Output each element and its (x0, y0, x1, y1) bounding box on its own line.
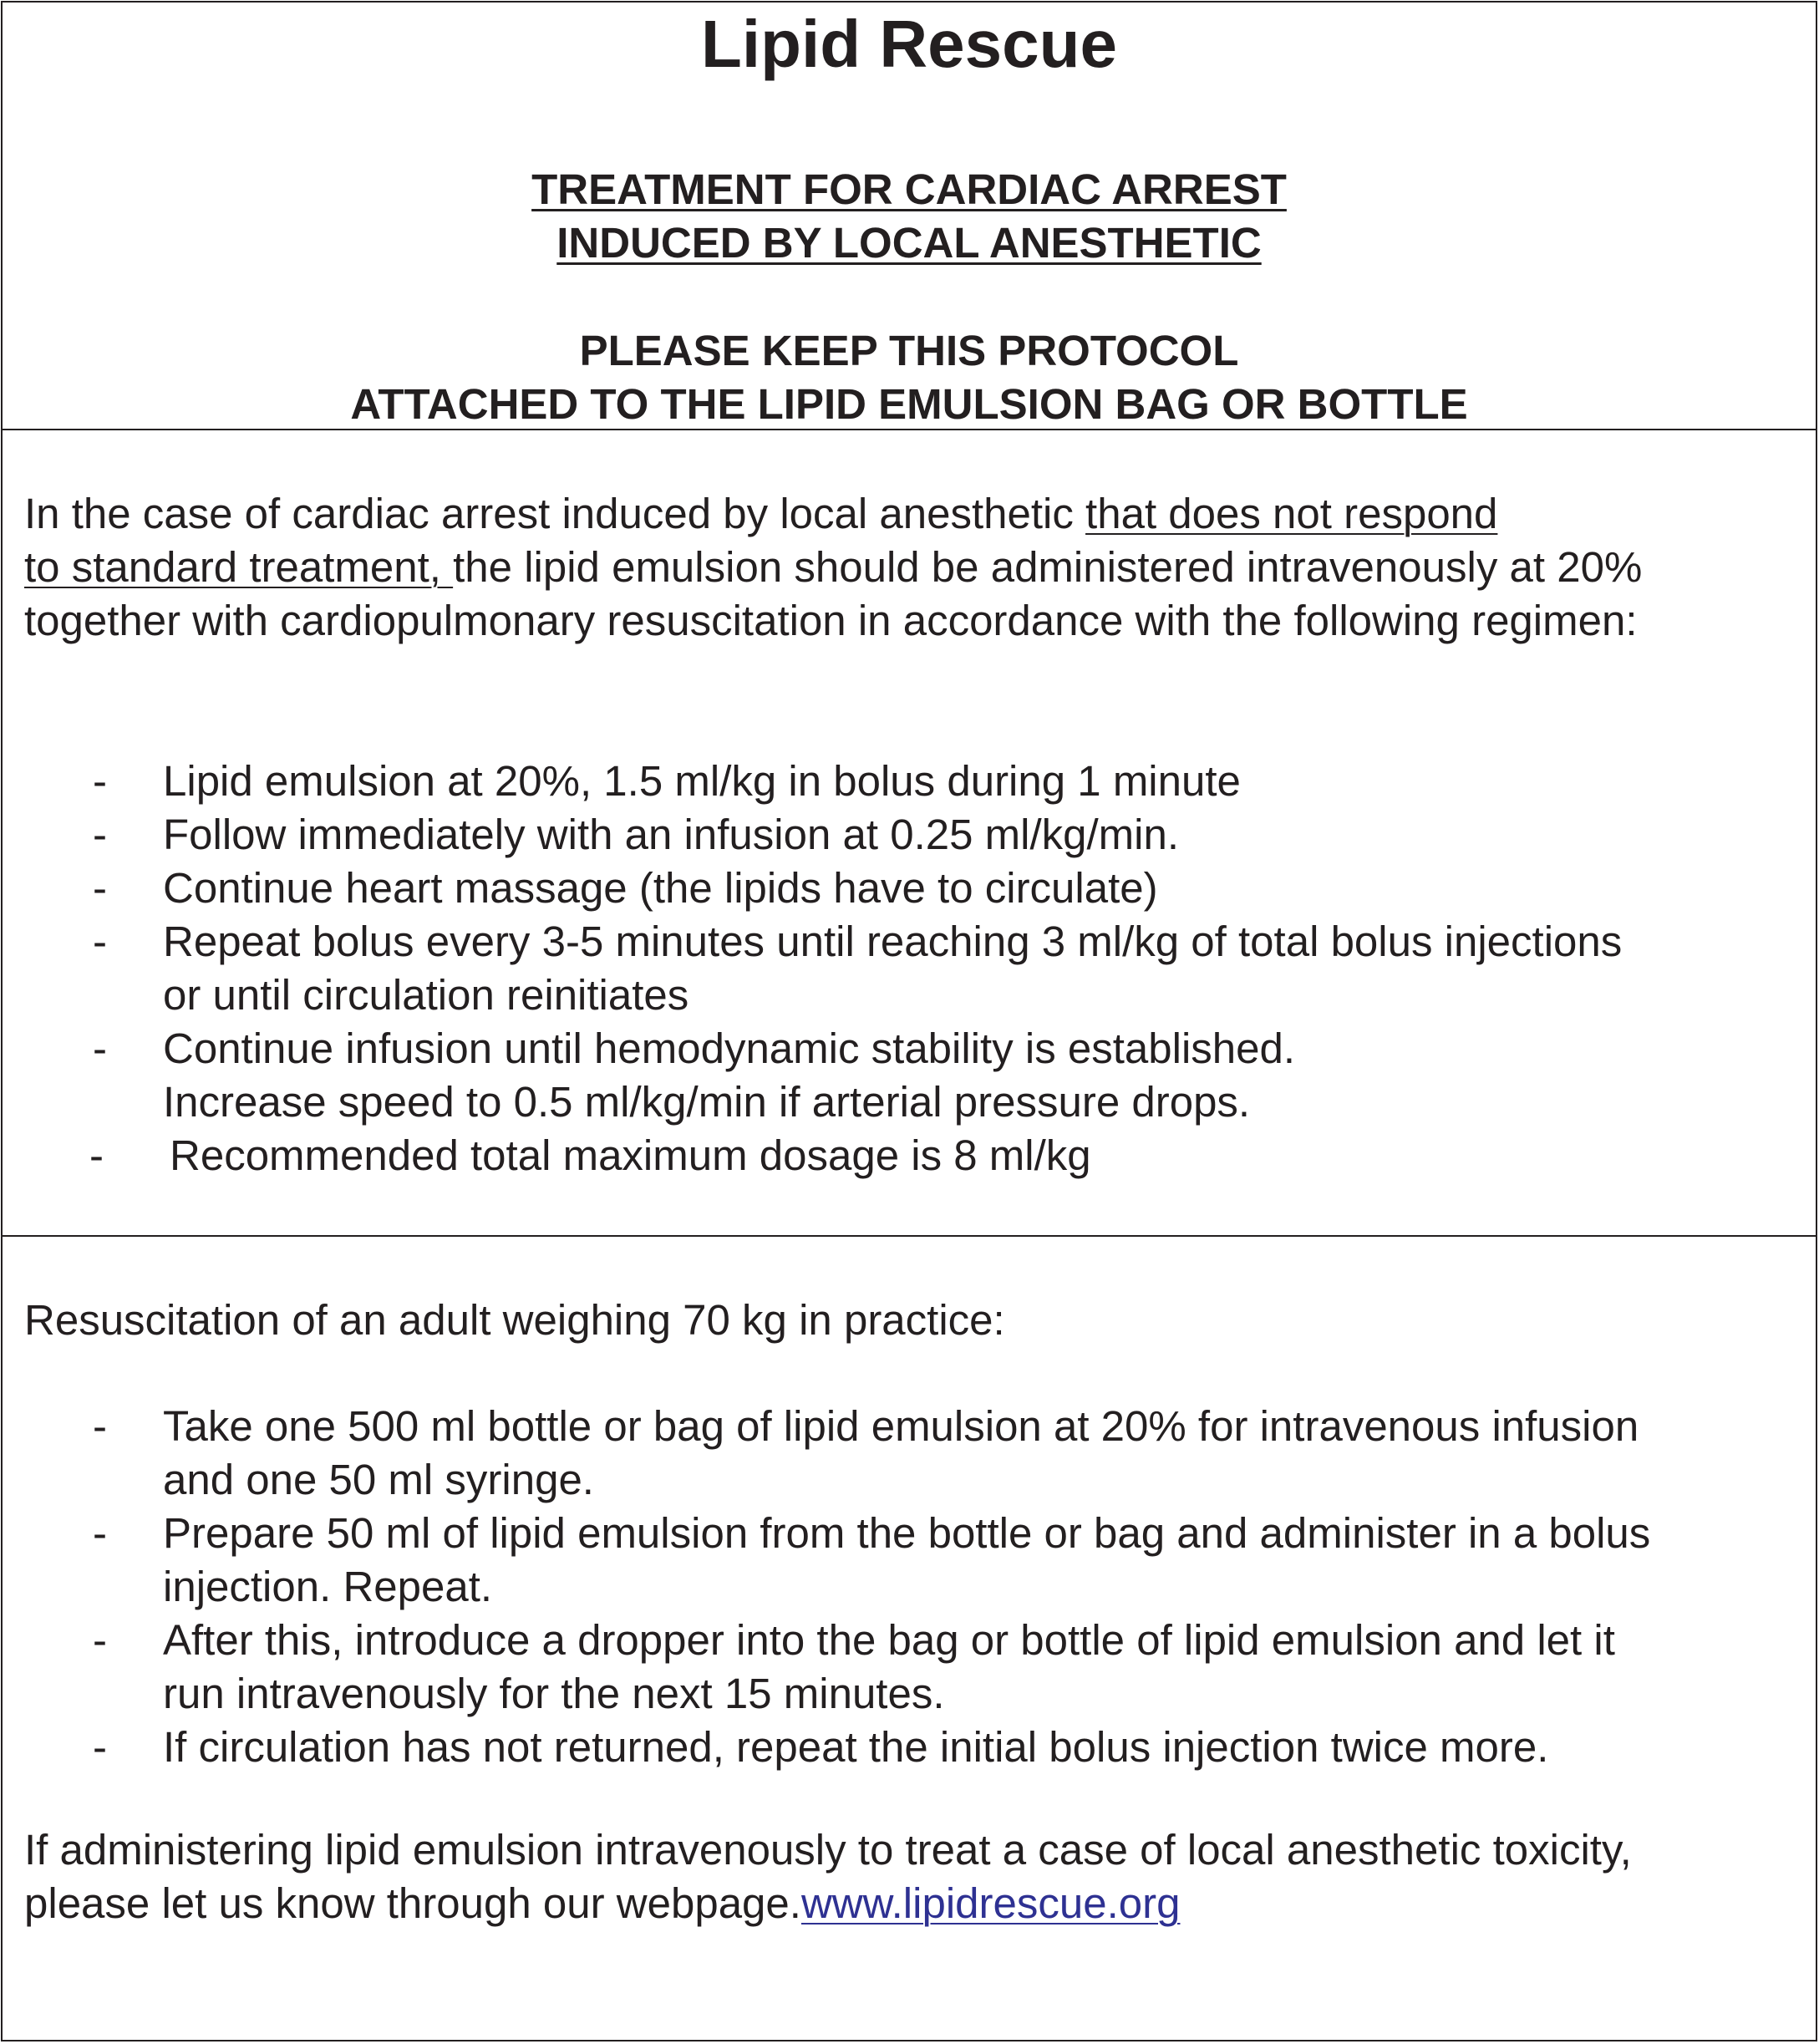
keep-notice-line-2: ATTACHED TO THE LIPID EMULSION BAG OR BOTTLE (350, 380, 1468, 428)
header-section (3, 3, 1816, 430)
list-item (3, 862, 1799, 915)
practice-list (3, 1400, 1799, 1774)
list-item (3, 915, 1799, 1022)
list-item-text-continued: or until circulation reinitiates (163, 971, 689, 1019)
subtitle-line-2: INDUCED BY LOCAL ANESTHETIC (556, 219, 1262, 267)
list-item (3, 1507, 1799, 1614)
keep-attached-notice (3, 324, 1816, 431)
list-item-text-continued: run intravenously for the next 15 minutes. (163, 1670, 945, 1717)
list-item-text: Continue heart massage (the lipids have to circulate) (163, 864, 1158, 912)
practice-section (3, 1237, 1816, 2040)
bullet-dash: - (89, 1131, 104, 1179)
bullet-dash: - (93, 918, 107, 965)
list-item (3, 755, 1799, 808)
intro-underlined-1: that does not respond (1085, 490, 1498, 537)
feedback-line-1: If administering lipid emulsion intravenously to treat a case of local anesthetic toxicity, (24, 1826, 1632, 1874)
regimen-section (3, 430, 1816, 1237)
protocol-document (1, 1, 1817, 2041)
feedback-paragraph (24, 1823, 1799, 1930)
list-item (3, 1614, 1799, 1721)
list-item-text: After this, introduce a dropper into the bag or bottle of lipid emulsion and let it (163, 1616, 1615, 1664)
list-item-text: Take one 500 ml bottle or bag of lipid emulsion at 20% for intravenous infusion (163, 1402, 1639, 1450)
list-item-text: Recommended total maximum dosage is 8 ml/kg (170, 1131, 1091, 1179)
list-item-text: Prepare 50 ml of lipid emulsion from the bottle or bag and administer in a bolus (163, 1509, 1651, 1557)
list-item-text: Follow immediately with an infusion at 0.25 ml/kg/min. (163, 811, 1180, 858)
bullet-dash: - (93, 757, 107, 805)
list-item (3, 1400, 1799, 1507)
intro-text-end: the lipid emulsion should be administered intravenously at 20% together with cardiopulmonary resuscitation in accordance with the following regimen: (24, 543, 1643, 644)
list-item-text: Lipid emulsion at 20%, 1.5 ml/kg in bolus during 1 minute (163, 757, 1241, 805)
feedback-line-2: please let us know through our webpage. (24, 1879, 801, 1927)
bullet-dash: - (93, 1025, 107, 1072)
list-item-text: Repeat bolus every 3-5 minutes until reaching 3 ml/kg of total bolus injections (163, 918, 1623, 965)
list-item-text: If circulation has not returned, repeat the initial bolus injection twice more. (163, 1723, 1549, 1771)
bullet-dash: - (93, 1509, 107, 1557)
list-item (3, 1721, 1799, 1774)
bullet-dash: - (93, 811, 107, 858)
list-item-text-continued: injection. Repeat. (163, 1563, 493, 1610)
protocol-subtitle (3, 163, 1816, 270)
regimen-intro (24, 487, 1799, 648)
bullet-dash: - (93, 1402, 107, 1450)
list-item-text: Continue infusion until hemodynamic stability is established. (163, 1025, 1296, 1072)
list-item (3, 1022, 1799, 1129)
bullet-dash: - (93, 864, 107, 912)
document-title: Lipid Rescue (701, 7, 1117, 81)
list-item-text-continued: and one 50 ml syringe. (163, 1456, 594, 1503)
keep-notice-line-1: PLEASE KEEP THIS PROTOCOL (579, 327, 1239, 374)
intro-underlined-2: to standard treatment, (24, 543, 454, 591)
regimen-list (3, 755, 1799, 1182)
subtitle-line-1: TREATMENT FOR CARDIAC ARREST (531, 165, 1287, 213)
list-item (3, 1129, 1799, 1182)
practice-intro: Resuscitation of an adult weighing 70 kg in practice: (24, 1296, 1005, 1344)
list-item-text-continued: Increase speed to 0.5 ml/kg/min if arterial pressure drops. (163, 1078, 1251, 1126)
list-item (3, 808, 1799, 862)
bullet-dash: - (93, 1723, 107, 1771)
intro-text-start: In the case of cardiac arrest induced by local anesthetic (24, 490, 1086, 537)
bullet-dash: - (93, 1616, 107, 1664)
lipidrescue-website-link[interactable]: www.lipidrescue.org (800, 1879, 1181, 1927)
